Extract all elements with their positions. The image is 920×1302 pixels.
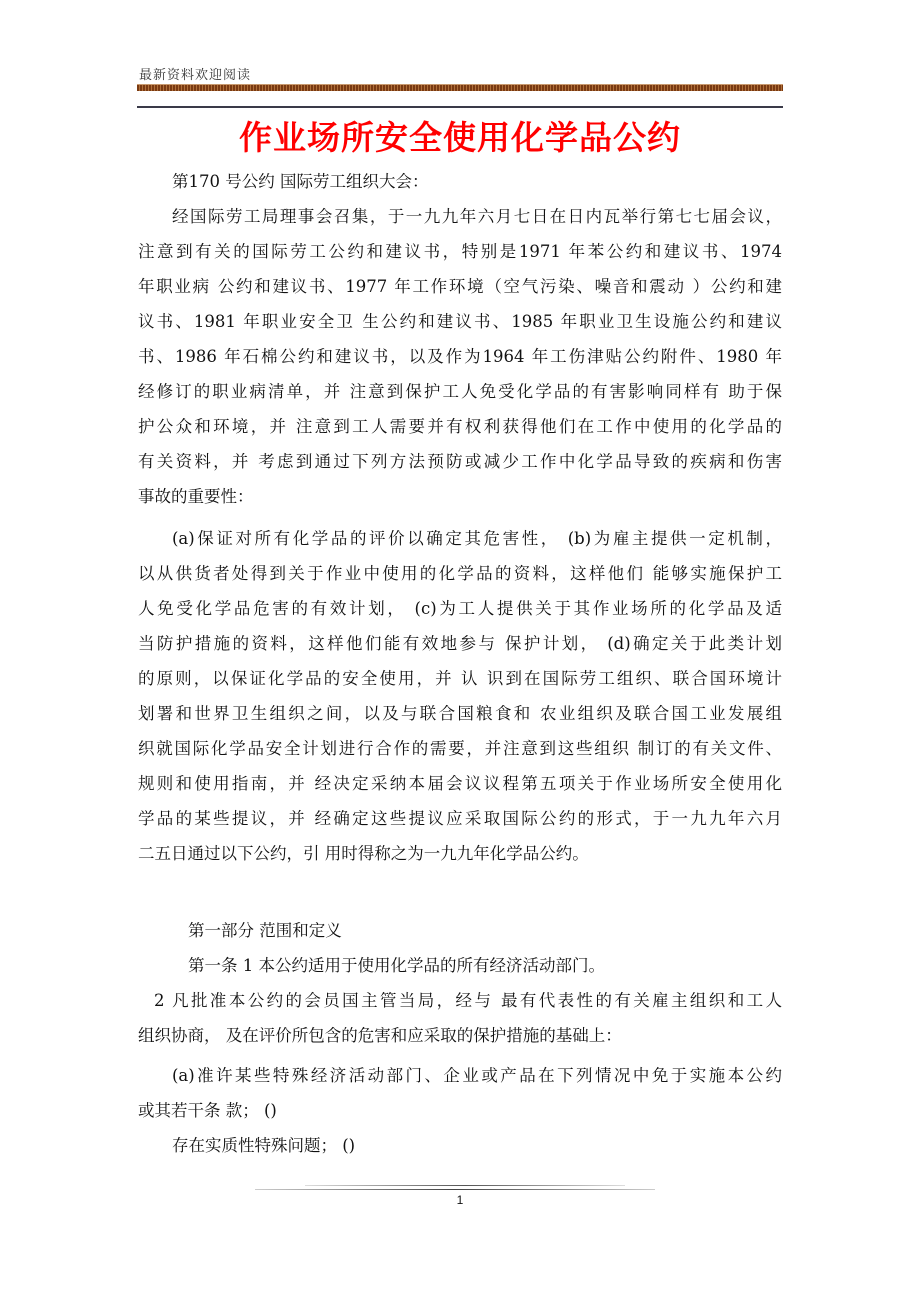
text-line: 经修订的职业病清单，并 注意到保护工人免受化学品的有害影响同样有 助于保: [138, 382, 782, 401]
text-line: 存在实质性特殊问题； (): [172, 1136, 356, 1155]
text-line: 人免受化学品危害的有效计划， (c)为工人提供关于其作业场所的化学品及适: [138, 599, 782, 618]
text-line: 注意到有关的国际劳工公约和建议书，特别是1971 年苯公约和建议书、1974: [138, 242, 782, 261]
text-line: 或其若干条 款； (): [138, 1101, 277, 1120]
text-line: 划署和世界卫生组织之间，以及与联合国粮食和 农业组织及联合国工业发展组: [138, 704, 782, 723]
section-heading: 第一部分 范围和定义: [188, 921, 342, 940]
text-line: 经国际劳工局理事会召集，于一九九年六月七日在日内瓦举行第七七届会议，: [172, 207, 782, 226]
running-header: 最新资料欢迎阅读: [139, 68, 252, 83]
text-line: 二五日通过以下公约，引 用时得称之为一九九年化学品公约。: [138, 844, 589, 863]
text-line: 规则和使用指南，并 经决定采纳本届会议议程第五项关于作业场所安全使用化: [138, 774, 782, 793]
spacer: [138, 871, 782, 913]
text-line: (a)保证对所有化学品的评价以确定其危害性， (b)为雇主提供一定机制，: [172, 529, 782, 548]
text-line: 书、1986 年石棉公约和建议书，以及作为1964 年工伤津贴公约附件、1980 年: [138, 347, 782, 366]
text-line: 第一条 1 本公约适用于使用化学品的所有经济活动部门。: [188, 956, 605, 975]
text-line: 事故的重要性：: [138, 487, 254, 506]
text-line: 以从供货者处得到关于作业中使用的化学品的资料，这样他们 能够实施保护工: [138, 564, 782, 583]
text-line: 学品的某些提议，并 经确定这些提议应采取国际公约的形式，于一九九年六月: [138, 809, 782, 828]
text-line: 2 凡批准本公约的会员国主管当局，经与 最有代表性的有关雇主组织和工人: [154, 991, 782, 1010]
text-line: 有关资料，并 考虑到通过下列方法预防或减少工作中化学品导致的疾病和伤害: [138, 452, 782, 471]
header-rule: [137, 84, 783, 91]
text-line: 年职业病 公约和建议书、1977 年工作环境（空气污染、噪音和震动 ）公约和建: [138, 277, 782, 296]
footer-rule: [255, 1189, 655, 1190]
text-line: (a)准许某些特殊经济活动部门、企业或产品在下列情况中免于实施本公约: [172, 1066, 782, 1085]
text-line: 组织协商， 及在评价所包含的危害和应采取的保护措施的基础上：: [138, 1026, 622, 1045]
text-line: 当防护措施的资料，这样他们能有效地参与 保护计划， (d)确定关于此类计划: [138, 634, 782, 653]
document-body: [138, 164, 782, 1163]
header-divider: [137, 106, 783, 108]
text-line: 护公众和环境，并 注意到工人需要并有权利获得他们在工作中使用的化学品的: [138, 417, 782, 436]
footer-rule: [305, 1185, 625, 1186]
text-line: 第170 号公约 国际劳工组织大会：: [172, 172, 429, 191]
page-title: 作业场所安全使用化学品公约: [239, 118, 681, 157]
page-number: 1: [456, 1193, 464, 1207]
text-line: 织就国际化学品安全计划进行合作的需要，并注意到这些组织 制订的有关文件、: [138, 739, 782, 758]
text-line: 议书、1981 年职业安全卫 生公约和建议书、1985 年职业卫生设施公约和建议: [138, 312, 782, 331]
text-line: 的原则，以保证化学品的安全使用，并 认 识到在国际劳工组织、联合国环境计: [138, 669, 782, 688]
